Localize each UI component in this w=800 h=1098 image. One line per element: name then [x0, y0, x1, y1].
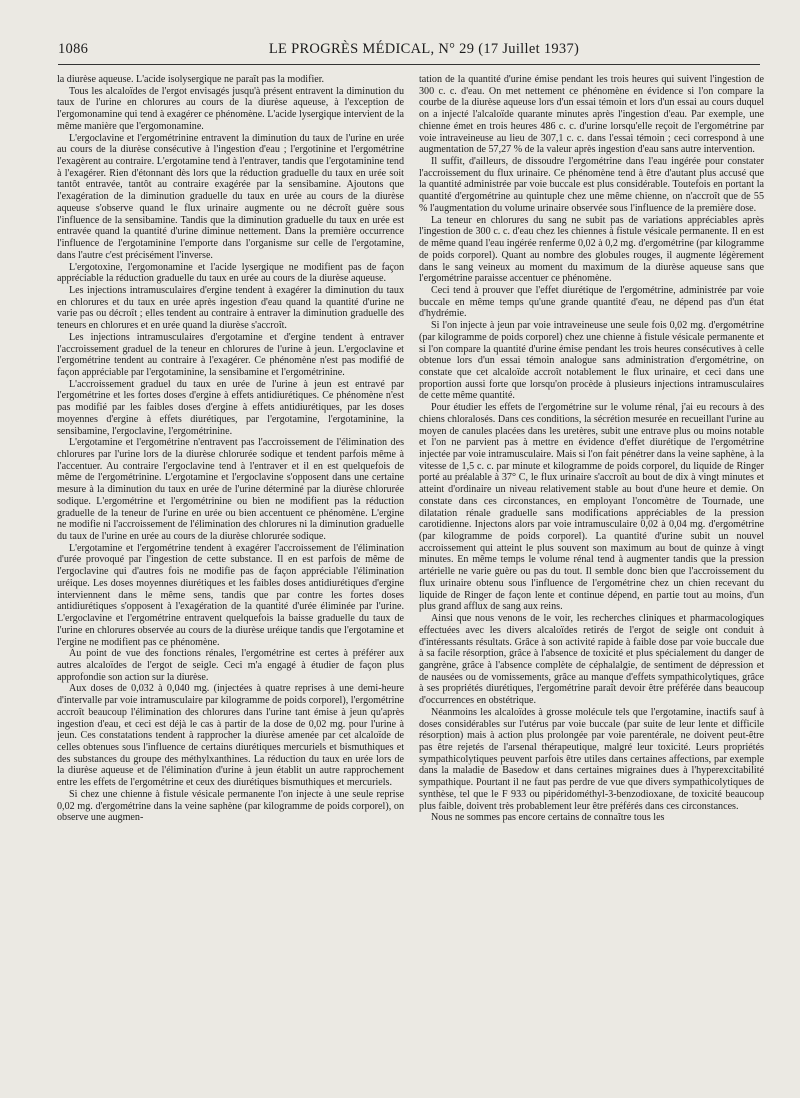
header-rule — [58, 64, 760, 65]
paragraph: Si chez une chienne à fistule vésicale permanente l'on injecte à une seule reprise 0,02 mg. d'ergométrine dans la veine saphène (par kilogramme de poids corporel), on observe une augmen- — [57, 788, 404, 824]
paragraph: Les injections intramusculaires d'ergotamine et d'ergine tendent à entraver l'accroissement graduel de la teneur en chlorures de l'urine à jeun. L'ergoclavine et l'ergométrine tendent au contraire à l'exagérer. Ce phénomène n'est pas modifié de façon appréciable par l'ergotaminine, la sensibamine et l'ergométrinine. — [57, 331, 404, 378]
paragraph: Pour étudier les effets de l'ergométrine sur le volume rénal, j'ai eu recours à des chiens chloralosés. Dans ces conditions, la sécrétion mesurée en recueillant l'urine au moyen de canules placées dans les uretères, subit une entrave plus ou moins notable et l'on ne parvient pas à mettre en évidence d'effet diurétique de l'ergométrine injectée par voie intramusculaire. Mais si l'on fait pénétrer dans la veine saphène, à la vitesse de 1,5 c. c. par minute et kilogramme de poids corporel, du liquide de Ringer porté au préalable à 37° C, le flux urinaire s'accroît au bout de dix à vingt minutes et atteint d'ordinaire un niveau relativement stable au bout d'une heure et demie. On constate dans ces circonstances, en employant l'oncomètre de Tournade, une dilatation rénale graduelle sans modifications appréciables de la pression carotidienne. Injectons alors par voie intramusculaire 0,02 à 0,04 mg. d'ergométrine (par kilogramme de poids corporel). La quantité d'urine subit un nouvel accroissement qui atteint le plus souvent son maximum au bout de quinze à vingt minutes. En même temps le volume rénal tend à augmenter tandis que la pression artérielle ne varie guère ou pas du tout. Il semble donc bien que l'accroissement du flux urinaire obtenu sous l'influence de l'ergométrine chez un chien recevant du liquide de Ringer de façon lente et continue dépend, en partie tout au moins, d'un plus grand afflux de sang aux reins. — [419, 402, 764, 613]
page-header — [58, 38, 760, 64]
paragraph: La teneur en chlorures du sang ne subit pas de variations appréciables après l'ingestion de 300 c. c. d'eau chez les chiennes à fistule vésicale permanente. Il en est de même quand l'eau ingérée renferme 0,02 à 0,2 mg. d'ergométrine (par kilogramme de poids corporel). Quant au nombre des globules rouges, il augmente légèrement dans le sang veineux au moment du maximum de la diurèse aqueuse sans que l'ergométrine paraisse accentuer ce phénomène. — [419, 214, 764, 285]
paragraph: Aux doses de 0,032 à 0,040 mg. (injectées à quatre reprises à une demi-heure d'intervalle par voie intramusculaire par kilogramme de poids corporel), l'ergométrine accroît beaucoup l'élimination des chlorures dans l'urine tant émise à jeun qu'après ingestion d'eau, et ceci est déjà le cas à partir de la dose de 0,02 mg. pour l'urine à jeun. Ces constatations tendent à rapprocher la diurèse amenée par cet alcaloïde de celles obtenues sous l'influence de certains diurétiques mercuriels et bismuthiques et des substances du groupe des méthylxanthines. La réduction du taux en urée lors de la diurèse aqueuse et de l'élimination d'urine à jeun établit un autre rapprochement entre les effets de l'ergométrine et ceux des diurétiques bismuthiques et mercuriels. — [57, 683, 404, 789]
paragraph: L'ergotoxine, l'ergomonamine et l'acide lysergique ne modifient pas de façon appréciable la réduction graduelle du taux en urée au cours de la diurèse aqueuse. — [57, 261, 404, 285]
page-number: 1086 — [58, 41, 89, 57]
paragraph: Si l'on injecte à jeun par voie intraveineuse une seule fois 0,02 mg. d'ergométrine (par kilogramme de poids corporel) chez une chienne à fistule vésicale permanente et si l'on compare la quantité d'urine émise pendant les trois heures consécutives à celle obtenue lors d'un essai témoin analogue sans administration d'ergométrine, on constate que cet alcaloïde accroît notablement le flux urinaire, et ceci dans une proportion aussi forte que lorsqu'on procède à plusieurs injections intramusculaires de cette même quantité. — [419, 320, 764, 402]
paragraph: L'accroissement graduel du taux en urée de l'urine à jeun est entravé par l'ergométrine et les fortes doses d'ergine à effets antidiurétiques. Ce phénomène n'est pas modifié par les faibles doses d'ergine à effets antidiurétiques, par les doses moyennes d'ergine à effets diurétiques, par l'ergotamine, l'ergotaminine, la sensibamine, l'ergoclavine, l'ergométrinine. — [57, 378, 404, 437]
paragraph: Ceci tend à prouver que l'effet diurétique de l'ergométrine, administrée par voie buccale en même temps qu'une grande quantité d'eau, ne dépend pas d'un état d'hydrémie. — [419, 284, 764, 320]
paragraph: tation de la quantité d'urine émise pendant les trois heures qui suivent l'ingestion de 300 c. c. d'eau. On met nettement ce phénomène en évidence si l'on compare la courbe de la diurèse aqueuse lors d'un essai témoin et lors d'un essai au cours duquel on a injecté l'alcaloïde quarante minutes après l'ingestion d'eau. Par exemple, une chienne émet en trois heures 486 c. c. d'urine lorsqu'elle reçoit de l'ergométrine par voie intraveineuse au lieu de 307,1 c. c. dans l'essai témoin ; ceci correspond à une augmentation de 57,27 % de la valeur après ingestion d'eau sans autre intervention. — [419, 74, 764, 156]
paragraph: Ainsi que nous venons de le voir, les recherches cliniques et pharmacologiques effectuées avec les divers alcaloïdes retirés de l'ergot de seigle ont conduit à d'intéressants résultats. Grâce à son activité rapide à faible dose par voie buccale due à sa facile résorption, grâce à l'absence de toxicité et plus spécialement du danger de gangrène, grâce à l'absence complète de céphalalgie, de sentiment de dépression et de nausées ou de vomissements, grâce au manque d'effets sympathicolytiques, grâce à ses propriétés diurétiques, l'ergométrine paraît devoir être préférée dans beaucoup d'occurrences en obstétrique. — [419, 613, 764, 707]
paragraph: Au point de vue des fonctions rénales, l'ergométrine est certes à préférer aux autres alcaloïdes de l'ergot de seigle. Ceci m'a engagé à étudier de façon plus approfondie son action sur la diurèse. — [57, 648, 404, 683]
paragraph: L'ergoclavine et l'ergométrinine entravent la diminution du taux de l'urine en urée au cours de la diurèse consécutive à l'ingestion d'eau ; l'ergotinine et l'ergométrine l'exagèrent au contraire. L'ergotamine tend à l'entraver, tandis que l'ergotaminine tend à l'exagérer. Rien d'étonnant dès lors que la réduction graduelle du taux en urée soit tantôt entravée, tantôt au contraire exagérée par la sensibamine. Ajoutons que l'exagération de la diminution graduelle du taux en urée au cours de la diurèse aqueuse s'observe quand le flux urinaire augmente ou ne décroît guère sous l'influence de la sensibamine. Tandis que la diminution graduelle du taux en urée est entravée quand la quantité d'urine diminue nettement. Dans la première occurrence l'influence de l'ergotaminine l'emporte dans l'organisme sur celle de l'ergotamine, dans l'autre c'est précisément l'inverse. — [57, 132, 404, 261]
running-title: LE PROGRÈS MÉDICAL, N° 29 (17 Juillet 1937) — [268, 41, 580, 57]
paragraph: Néanmoins les alcaloïdes à grosse molécule tels que l'ergotamine, inactifs sauf à doses considérables sur l'utérus par voie buccale (par suite de leur lente et difficile résorption) mais à action plus prolongée par voie parentérale, ne doivent peut-être pas être rejetés de l'arsenal thérapeutique, malgré leur toxicité. Leurs propriétés sympathicolytiques peuvent parfois être utiles dans certaines affections, par exemple dans la maladie de Basedow et dans certaines migraines dues à l'hyperexcitabilité sympathique. Pourtant il ne faut pas perdre de vue que divers sympathicolytiques de synthèse, tel que le F 933 ou pipéridométhyl-3-benzodioxane, de toxicité beaucoup plus faible, doivent très probablement leur être préférés dans ces circonstances. — [419, 706, 764, 812]
paragraph: L'ergotamine et l'ergométrine n'entravent pas l'accroissement de l'élimination des chlorures par l'urine lors de la diurèse chlorurée sodique et tendent parfois même à l'accentuer. Au contraire l'ergoclavine tend à l'entraver et il en est quelquefois de même de l'ergométrinine. L'ergotamine et l'ergoclavine s'opposent dans une certaine mesure à la diminution du taux en urée de l'urine déterminé par la diurèse chlorurée sodique. L'ergométrine et l'ergométrinine ou bien ne modifient pas la réduction graduelle de la teneur de l'urine en urée ou bien accentuent ce phénomène. L'ergine ne modifie ni l'accroissement de l'élimination des chlorures ni la diminution graduelle du taux de l'urine en urée au cours de la diurèse chlorurée sodique. — [57, 437, 404, 543]
paragraph: Tous les alcaloïdes de l'ergot envisagés jusqu'à présent entravent la diminution du taux de l'urine en chlorures au cours de la diurèse aqueuse, à l'exception de l'ergomonamine qui tend à exagérer ce phénomène. L'acide lysergique intervient de la même manière que l'ergomonamine. — [57, 85, 404, 132]
paragraph: Les injections intramusculaires d'ergine tendent à exagérer la diminution du taux en chlorures et du taux en urée après ingestion d'eau quand la quantité d'urine ne varie pas ou décroît ; elles tendent au contraire à entraver la diminution graduelle des teneurs en chlorures et en urée quand la diurèse s'accroît. — [57, 284, 404, 332]
paragraph: la diurèse aqueuse. L'acide isolysergique ne paraît pas la modifier. — [57, 74, 325, 85]
left-column — [57, 74, 404, 1086]
paragraph: Nous ne sommes pas encore certains de connaître tous les — [431, 812, 665, 824]
paragraph: Il suffit, d'ailleurs, de dissoudre l'ergométrine dans l'eau ingérée pour constater l'accroissement du flux urinaire. Ce phénomène tend à être d'autant plus accusé que la quantité administrée par voie buccale est plus considérable. Toutefois en portant la quantité d'ergométrine au quintuple chez une même chienne, on n'accroît que de 55 % l'augmentation du volume urinaire observée sous l'influence de la première dose. — [419, 156, 764, 214]
paragraph: L'ergotamine et l'ergométrine tendent à exagérer l'accroissement de l'élimination d'urée provoqué par l'ingestion de cette substance. Il en est parfois de même de l'ergoclavine qui d'autres fois ne modifie pas de façon appréciable l'élimination uréique. Les doses moyennes diurétiques et les faibles doses antidiurétiques d'ergine interviennent dans le même sens, tandis que par contre les fortes doses antidiurétiques s'opposent à l'exagération de la quantité d'urée éliminée par l'urine. L'ergoclavine et l'ergométrine entravent quelquefois la baisse graduelle du taux de l'urine en chlorures observée au cours de la diurèse uréique tandis que l'ergotamine et l'ergine ne modifient pas ce phénomène. — [57, 542, 404, 648]
right-column — [419, 74, 764, 1086]
